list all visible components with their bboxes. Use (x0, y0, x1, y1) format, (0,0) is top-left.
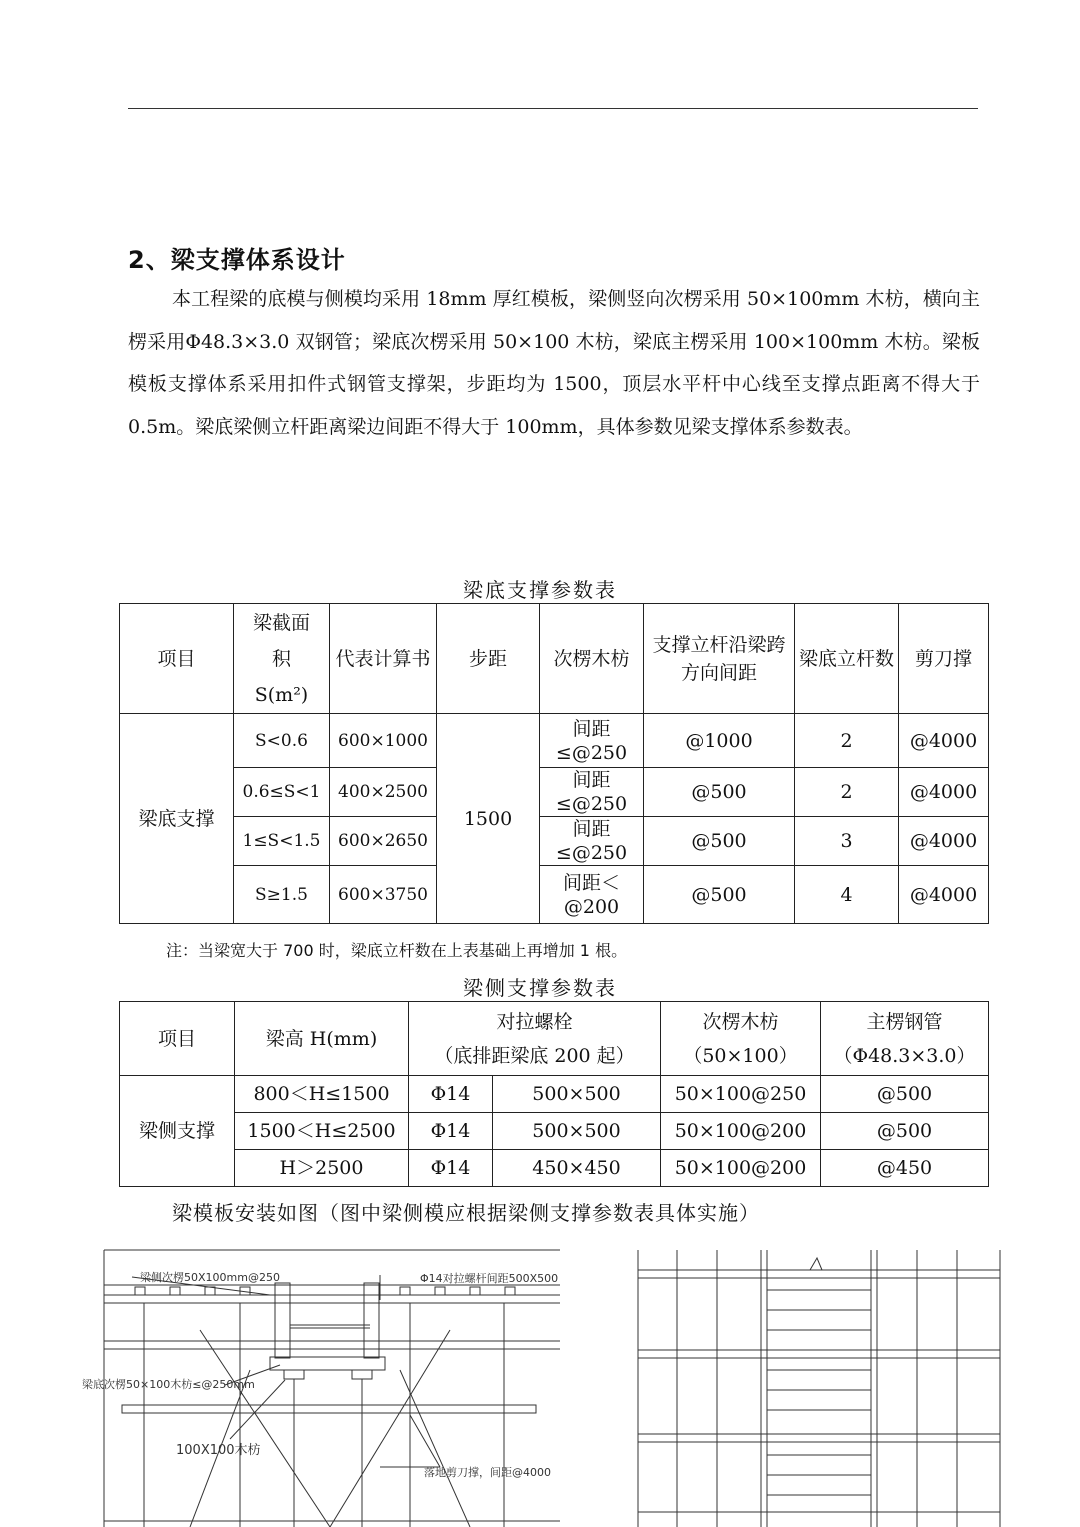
header-area (234, 604, 330, 714)
cell-bolt: Φ14 (409, 1113, 493, 1150)
cell-height: 800＜H≤1500 (235, 1076, 409, 1113)
cell-count: 2 (795, 768, 899, 817)
cell-secondary: 间距≤@250 (540, 817, 644, 866)
header-area-line2: 积 (271, 647, 291, 670)
cell-scissor: @4000 (899, 768, 989, 817)
cell-step: 1500 (437, 714, 540, 924)
header-step: 步距 (437, 604, 540, 714)
section-heading: 2、梁支撑体系设计 (128, 246, 346, 274)
group-label: 梁底支撑 (120, 714, 234, 924)
cell-wood: 50×100@200 (661, 1150, 821, 1187)
cell-count: 2 (795, 714, 899, 768)
cell-calc: 600×3750 (330, 866, 437, 924)
header-area-line1: 梁截面 (252, 611, 310, 634)
beam-plan-drawing (625, 1250, 1005, 1527)
cell-bolt: Φ14 (409, 1150, 493, 1187)
cell-s: S≥1.5 (234, 866, 330, 924)
cell-count: 4 (795, 866, 899, 924)
header-wood-sub: （50×100） (683, 1044, 798, 1067)
label-side-wood: 梁侧次楞50X100mm@250 (140, 1271, 280, 1284)
header-height: 梁高 H(mm) (235, 1002, 409, 1076)
cell-wood: 50×100@250 (661, 1076, 821, 1113)
header-item: 项目 (120, 604, 234, 714)
cell-scissor: @4000 (899, 817, 989, 866)
cell-bolt: Φ14 (409, 1076, 493, 1113)
paragraph-text: 本工程梁的底模与侧模均采用 18mm 厚红模板，梁侧竖向次楞采用 50×100mm 木枋，横向主楞采用Φ48.3×3.0 双钢管；梁底次楞采用 50×100 木枋，梁底主楞采用 100×100mm 木枋。梁板模板支撑体系采用扣件式钢管支撑架，步距均为 1500，顶层水平杆中心线至支撑点距离不得大于 0.5m。梁底梁侧立杆距离梁边间距不得大于 100mm，具体参数见梁支撑体系参数表。 (128, 288, 980, 438)
label-bottom-wood: 梁底次楞50×100木枋≤@250mm (82, 1378, 255, 1391)
cell-spacing: @500 (644, 866, 795, 924)
install-caption: 梁模板安装如图（图中梁侧模应根据梁侧支撑参数表具体实施） (172, 1201, 760, 1225)
cell-pipe: @500 (821, 1113, 989, 1150)
cell-s: 0.6≤S<1 (234, 768, 330, 817)
cell-bolt-spacing: 500×500 (493, 1076, 661, 1113)
cell-spacing: @1000 (644, 714, 795, 768)
table-row (120, 1076, 989, 1113)
cell-height: H＞2500 (235, 1150, 409, 1187)
bottom-table-caption: 梁底支撑参数表 (463, 578, 617, 602)
side-table-caption: 梁侧支撑参数表 (463, 976, 617, 1000)
cell-spacing: @500 (644, 768, 795, 817)
header-secondary: 次楞木枋 (540, 604, 644, 714)
cell-secondary: 间距＜@200 (540, 866, 644, 924)
beam-section-drawing (80, 1245, 580, 1527)
label-main-wood: 100X100木枋 (176, 1443, 261, 1458)
cell-calc: 600×2650 (330, 817, 437, 866)
cell-calc: 400×2500 (330, 768, 437, 817)
header-scissor: 剪刀撑 (899, 604, 989, 714)
cell-pipe: @450 (821, 1150, 989, 1187)
header-bolt (409, 1002, 661, 1076)
header-pipe-sub: （Φ48.3×3.0） (833, 1044, 976, 1067)
table-header-row (120, 604, 989, 714)
cell-height: 1500＜H≤2500 (235, 1113, 409, 1150)
table-header-row (120, 1002, 989, 1076)
header-bolt-title: 对拉螺栓 (496, 1010, 573, 1033)
header-calc: 代表计算书 (330, 604, 437, 714)
body-paragraph (128, 278, 980, 448)
table-row (120, 1150, 989, 1187)
cell-s: 1≤S<1.5 (234, 817, 330, 866)
cell-wood: 50×100@200 (661, 1113, 821, 1150)
cell-count: 3 (795, 817, 899, 866)
header-pipe-title: 主楞钢管 (866, 1010, 943, 1033)
bottom-support-table (119, 603, 989, 924)
header-wood (661, 1002, 821, 1076)
table-row (120, 817, 989, 866)
cell-scissor: @4000 (899, 866, 989, 924)
cell-s: S<0.6 (234, 714, 330, 768)
cell-spacing: @500 (644, 817, 795, 866)
header-area-line3: S(m²) (254, 683, 309, 706)
header-pole-spacing: 支撑立杆沿梁跨方向间距 (644, 604, 795, 714)
cell-pipe: @500 (821, 1076, 989, 1113)
header-pipe (821, 1002, 989, 1076)
header-bolt-sub: （底排距梁底 200 起） (434, 1044, 635, 1067)
table-row (120, 714, 989, 768)
header-wood-title: 次楞木枋 (702, 1010, 779, 1033)
cell-calc: 600×1000 (330, 714, 437, 768)
label-bolt: Φ14对拉螺杆间距500X500 (420, 1272, 559, 1285)
table-note: 注：当梁宽大于 700 时，梁底立杆数在上表基础上再增加 1 根。 (166, 941, 628, 960)
header-item: 项目 (120, 1002, 235, 1076)
table-row (120, 866, 989, 924)
cell-scissor: @4000 (899, 714, 989, 768)
cell-bolt-spacing: 500×500 (493, 1113, 661, 1150)
side-support-table (119, 1001, 989, 1187)
group-label: 梁侧支撑 (120, 1076, 235, 1187)
table-row (120, 768, 989, 817)
table-row (120, 1113, 989, 1150)
label-scissor: 落地剪刀撑，间距@4000 (424, 1466, 551, 1479)
cell-secondary: 间距≤@250 (540, 714, 644, 768)
cell-bolt-spacing: 450×450 (493, 1150, 661, 1187)
header-pole-count: 梁底立杆数 (795, 604, 899, 714)
header-rule (128, 108, 978, 109)
cell-secondary: 间距≤@250 (540, 768, 644, 817)
